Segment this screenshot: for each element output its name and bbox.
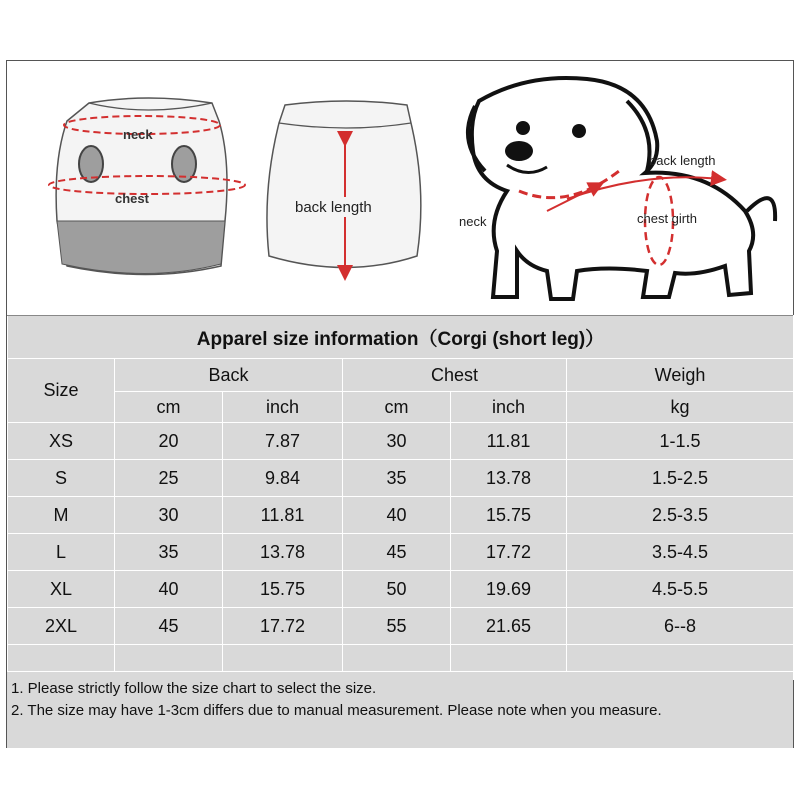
weigh-cell: 1-1.5: [567, 423, 794, 460]
back-inch-header: inch: [223, 392, 343, 423]
chest-inch-cell: 15.75: [451, 497, 567, 534]
chest-inch-cell: 13.78: [451, 460, 567, 497]
weigh-cell: 4.5-5.5: [567, 571, 794, 608]
size-header: Size: [8, 359, 115, 423]
chest-cm-cell: 55: [343, 608, 451, 645]
back-inch-cell: 15.75: [223, 571, 343, 608]
chest-cm-header: cm: [343, 392, 451, 423]
table-row: [8, 534, 794, 571]
chest-inch-cell: 11.81: [451, 423, 567, 460]
table-row: [8, 460, 794, 497]
dog-diagram: [459, 78, 775, 299]
weigh-cell: 3.5-4.5: [567, 534, 794, 571]
weigh-unit-header: kg: [567, 392, 794, 423]
dog-back-length-label: back length: [649, 153, 716, 168]
back-group-header: Back: [115, 359, 343, 392]
back-inch-cell: 9.84: [223, 460, 343, 497]
table-row: [8, 497, 794, 534]
size-cell: 2XL: [8, 608, 115, 645]
dog-neck-label: neck: [459, 214, 487, 229]
size-cell: S: [8, 460, 115, 497]
weigh-cell: 1.5-2.5: [567, 460, 794, 497]
back-length-label: back length: [295, 199, 372, 216]
size-chart-table: [7, 315, 794, 680]
garment-back-diagram: [267, 101, 421, 273]
back-cm-cell: 20: [115, 423, 223, 460]
chest-cm-cell: 35: [343, 460, 451, 497]
back-cm-cell: 45: [115, 608, 223, 645]
back-cm-header: cm: [115, 392, 223, 423]
chest-inch-cell: 19.69: [451, 571, 567, 608]
back-inch-cell: 13.78: [223, 534, 343, 571]
garment-front-diagram: [49, 98, 245, 275]
weigh-group-header: Weigh: [567, 359, 794, 392]
chest-inch-cell: 17.72: [451, 534, 567, 571]
chest-cm-cell: 45: [343, 534, 451, 571]
back-cm-cell: 25: [115, 460, 223, 497]
size-cell: XL: [8, 571, 115, 608]
weigh-cell: 2.5-3.5: [567, 497, 794, 534]
back-inch-cell: 17.72: [223, 608, 343, 645]
weigh-cell: 6--8: [567, 608, 794, 645]
chest-inch-header: inch: [451, 392, 567, 423]
size-cell: XS: [8, 423, 115, 460]
front-neck-label: neck: [123, 127, 153, 142]
size-notes: [7, 671, 793, 748]
table-row: [8, 571, 794, 608]
size-cell: M: [8, 497, 115, 534]
chest-group-header: Chest: [343, 359, 567, 392]
table-row: [8, 423, 794, 460]
note-line: 2. The size may have 1-3cm differs due to manual measurement. Please note when you measure.: [11, 702, 662, 719]
chest-cm-cell: 50: [343, 571, 451, 608]
front-chest-label: chest: [115, 191, 149, 206]
dog-chest-girth-label: chest girth: [637, 211, 697, 226]
chest-cm-cell: 30: [343, 423, 451, 460]
size-cell: L: [8, 534, 115, 571]
note-line: 1. Please strictly follow the size chart to select the size.: [11, 680, 377, 697]
table-row: [8, 608, 794, 645]
measurement-illustration: [7, 61, 793, 315]
chest-cm-cell: 40: [343, 497, 451, 534]
back-cm-cell: 30: [115, 497, 223, 534]
back-cm-cell: 35: [115, 534, 223, 571]
chest-inch-cell: 21.65: [451, 608, 567, 645]
back-inch-cell: 11.81: [223, 497, 343, 534]
table-title: Apparel size information（Corgi (short leg)）: [8, 316, 794, 359]
back-inch-cell: 7.87: [223, 423, 343, 460]
back-cm-cell: 40: [115, 571, 223, 608]
